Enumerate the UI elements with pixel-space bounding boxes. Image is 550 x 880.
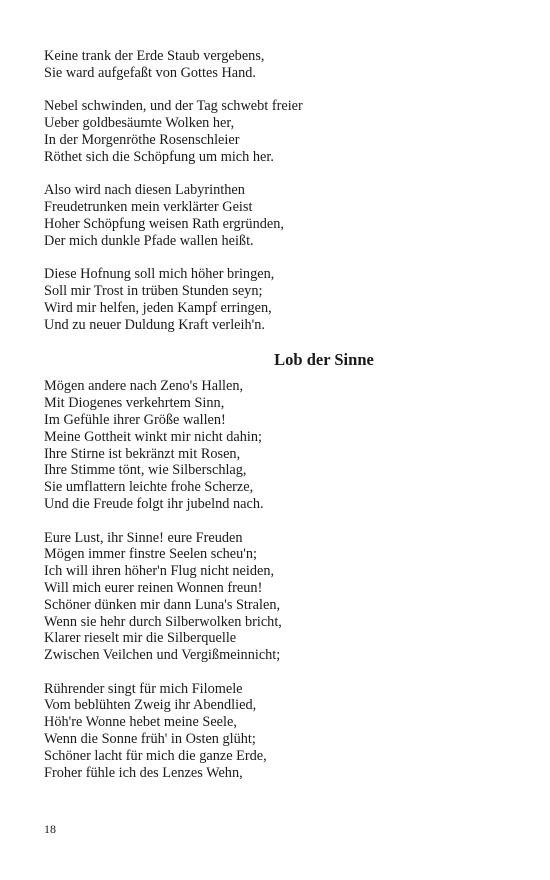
verse-line: Soll mir Trost in trüben Stunden seyn; [44, 283, 263, 300]
verse-line: Mögen immer finstre Seelen scheu'n; [44, 546, 258, 563]
verse-line: Sie umflattern leichte frohe Scherze, [44, 479, 254, 496]
verse-line: Mögen andere nach Zeno's Hallen, [44, 378, 244, 395]
verse-line: Keine trank der Erde Staub vergebens, [44, 48, 265, 64]
page-number: 18 [44, 822, 56, 836]
verse-line: Hoher Schöpfung weisen Rath ergründen, [44, 215, 284, 232]
stanza [44, 98, 514, 165]
stanza [44, 681, 514, 782]
verse-line: Wird mir helfen, jeden Kampf erringen, [44, 299, 272, 316]
verse-line: Nebel schwinden, und der Tag schwebt freier [44, 98, 303, 115]
verse-line: Ueber goldbesäumte Wolken her, [44, 115, 235, 132]
verse-line: Meine Gottheit winkt mir nicht dahin; [44, 428, 262, 445]
verse-line: Sie ward aufgefaßt von Gottes Hand. [44, 64, 257, 81]
verse-line: Schöner dünken mir dann Luna's Stralen, [44, 596, 281, 613]
verse-line: Ihre Stirne ist bekränzt mit Rosen, [44, 445, 241, 462]
verse-line: Im Gefühle ihrer Größe wallen! [44, 411, 226, 428]
verse-line: Freudetrunken mein verklärter Geist [44, 199, 253, 216]
poem-lob-der-sinne [44, 378, 514, 781]
verse-line: In der Morgenröthe Rosenschleier [44, 131, 240, 148]
verse-line: Wenn die Sonne früh' in Osten glüht; [44, 731, 256, 748]
verse-line: Wenn sie hehr durch Silberwolken bricht, [44, 613, 282, 630]
verse-line: Und die Freude folgt ihr jubelnd nach. [44, 495, 264, 512]
verse-line: Vom beblühten Zweig ihr Abendlied, [44, 697, 257, 714]
verse-line: Eure Lust, ihr Sinne! eure Freuden [44, 529, 243, 546]
stanza [44, 378, 514, 512]
verse-line: Also wird nach diesen Labyrinthen [44, 182, 245, 199]
verse-line: Will mich eurer reinen Wonnen freun! [44, 579, 263, 596]
verse-line: Ihre Stimme tönt, wie Silberschlag, [44, 462, 247, 479]
verse-line: Ich will ihren höher'n Flug nicht neiden, [44, 563, 275, 580]
stanza [44, 266, 514, 333]
verse-line: Und zu neuer Duldung Kraft verleih'n. [44, 316, 265, 333]
poem-continuation [44, 48, 514, 334]
verse-line: Rührender singt für mich Filomele [44, 680, 243, 697]
stanza [44, 182, 514, 249]
verse-line: Schöner lacht für mich die ganze Erde, [44, 747, 267, 764]
verse-line: Zwischen Veilchen und Vergißmeinnicht; [44, 647, 281, 664]
verse-line: Mit Diogenes verkehrtem Sinn, [44, 395, 225, 412]
verse-line: Klarer rieselt mir die Silberquelle [44, 630, 237, 647]
stanza [44, 530, 514, 664]
verse-line: Diese Hofnung soll mich höher bringen, [44, 266, 275, 283]
stanza [44, 48, 514, 82]
verse-line: Der mich dunkle Pfade wallen heißt. [44, 232, 254, 249]
verse-line: Röthet sich die Schöpfung um mich her. [44, 148, 274, 165]
poem-title: Lob der Sinne [274, 350, 374, 370]
verse-line: Froher fühle ich des Lenzes Wehn, [44, 764, 243, 781]
page-body [44, 48, 514, 798]
verse-line: Höh're Wonne hebet meine Seele, [44, 714, 237, 731]
